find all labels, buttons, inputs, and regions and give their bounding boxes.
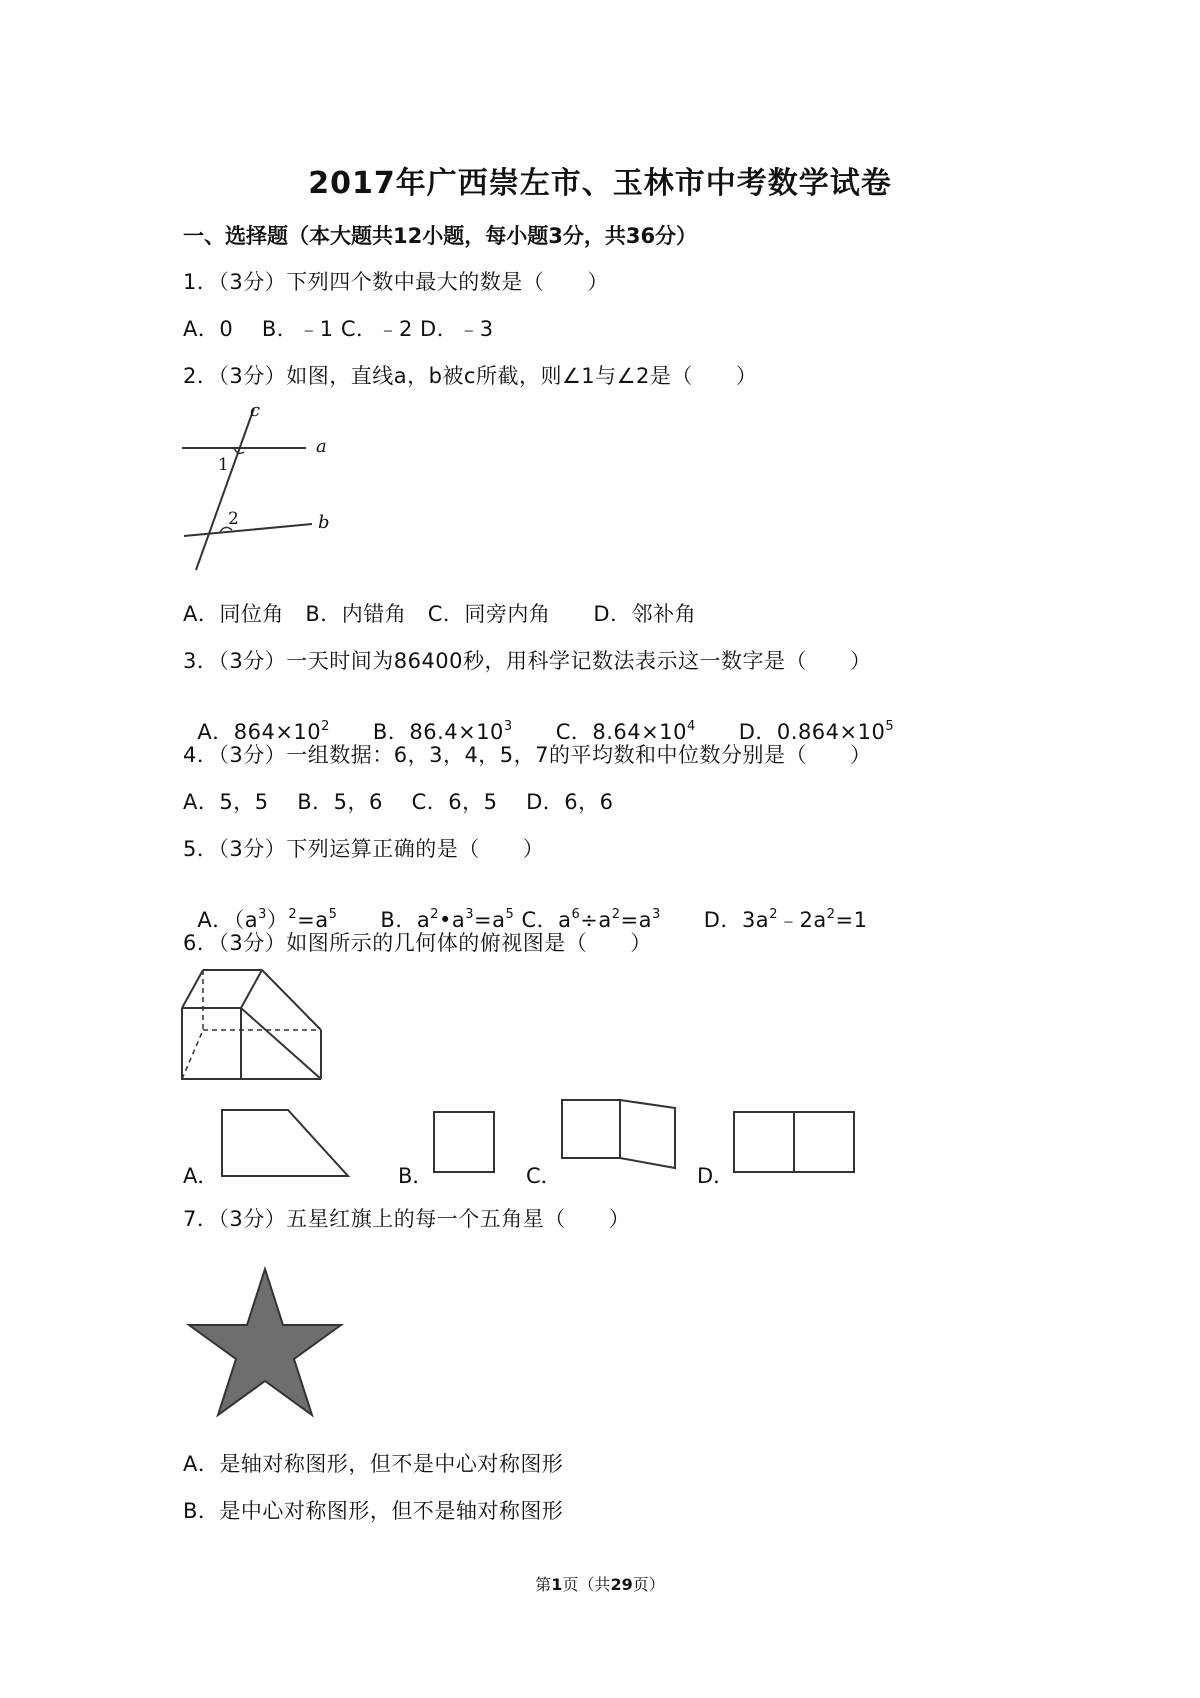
- label-b: b: [318, 512, 330, 533]
- question-3-stem: 3．（3分）一天时间为86400秒，用科学记数法表示这一数字是（ ）: [183, 649, 872, 673]
- question-4-stem: 4．（3分）一组数据：6，3，4，5，7的平均数和中位数分别是（ ）: [183, 743, 872, 767]
- q6-option-b-figure: [432, 1110, 498, 1176]
- question-2-stem: 2．（3分）如图，直线a，b被c所截，则∠1与∠2是（ ）: [183, 364, 758, 388]
- label-angle-1: 1: [218, 455, 229, 475]
- question-4-options: A．5，5 B．5，6 C．6，5 D．6，6: [183, 790, 614, 814]
- q5-option-b: B．$a^2•a^3=a^5$: [380, 907, 515, 932]
- section-heading: 一、选择题（本大题共12小题，每小题3分，共36分）: [183, 224, 698, 248]
- q6-option-d-figure: [732, 1110, 858, 1176]
- question-6-solid-figure: [180, 965, 330, 1085]
- page-title: 2017年广西崇左市、玉林市中考数学试卷: [308, 166, 892, 201]
- question-5-options: [183, 880, 867, 934]
- q6-option-b-label: B．: [398, 1164, 434, 1188]
- q6-option-a-label: A．: [183, 1164, 219, 1188]
- question-2-options: A．同位角 B．内错角 C．同旁内角 D．邻补角: [183, 602, 697, 626]
- q6-option-a-figure: [220, 1108, 352, 1180]
- q6-option-c-label: C．: [526, 1164, 562, 1188]
- q5-option-c: C．$a^6\div a^2=a^3$: [521, 907, 661, 932]
- page-footer: 第1页（共29页）: [535, 1575, 665, 1594]
- q3-option-d: D．$0.864\times 10^5$: [738, 719, 895, 744]
- question-7-option-b: B．是中心对称图形，但不是轴对称图形: [183, 1499, 564, 1523]
- question-1-stem: 1．（3分）下列四个数中最大的数是（ ）: [183, 270, 609, 294]
- line-b: [184, 524, 312, 536]
- question-7-stem: 7．（3分）五星红旗上的每一个五角星（ ）: [183, 1207, 631, 1231]
- q6-option-d-label: D．: [697, 1164, 735, 1188]
- q5-option-d: D．$3a^2﹣2a^2=1$: [703, 907, 868, 932]
- question-7-option-a: A．是轴对称图形，但不是中心对称图形: [183, 1452, 564, 1476]
- label-a: a: [316, 436, 327, 457]
- question-7-star-figure: [185, 1265, 345, 1425]
- question-5-stem: 5．（3分）下列运算正确的是（ ）: [183, 837, 545, 861]
- q6-option-c-figure: [560, 1098, 680, 1174]
- q3-option-b: B．$86.4\times 10^3$: [372, 719, 513, 744]
- q3-option-c: C．$8.64\times 10^4$: [555, 719, 696, 744]
- label-c: c: [250, 400, 261, 421]
- line-c: [196, 408, 254, 570]
- question-2-figure: [178, 400, 338, 575]
- question-3-options: [183, 692, 894, 746]
- label-angle-2: 2: [228, 509, 239, 529]
- q3-option-a: A．$864\times 10^2$: [197, 719, 330, 744]
- question-6-stem: 6．（3分）如图所示的几何体的俯视图是（ ）: [183, 931, 652, 955]
- question-1-options: A．0 B．﹣1 C．﹣2 D．﹣3: [183, 317, 494, 341]
- five-point-star: [189, 1269, 341, 1415]
- q5-option-a: A．$(a^3)^2=a^5$: [197, 907, 338, 932]
